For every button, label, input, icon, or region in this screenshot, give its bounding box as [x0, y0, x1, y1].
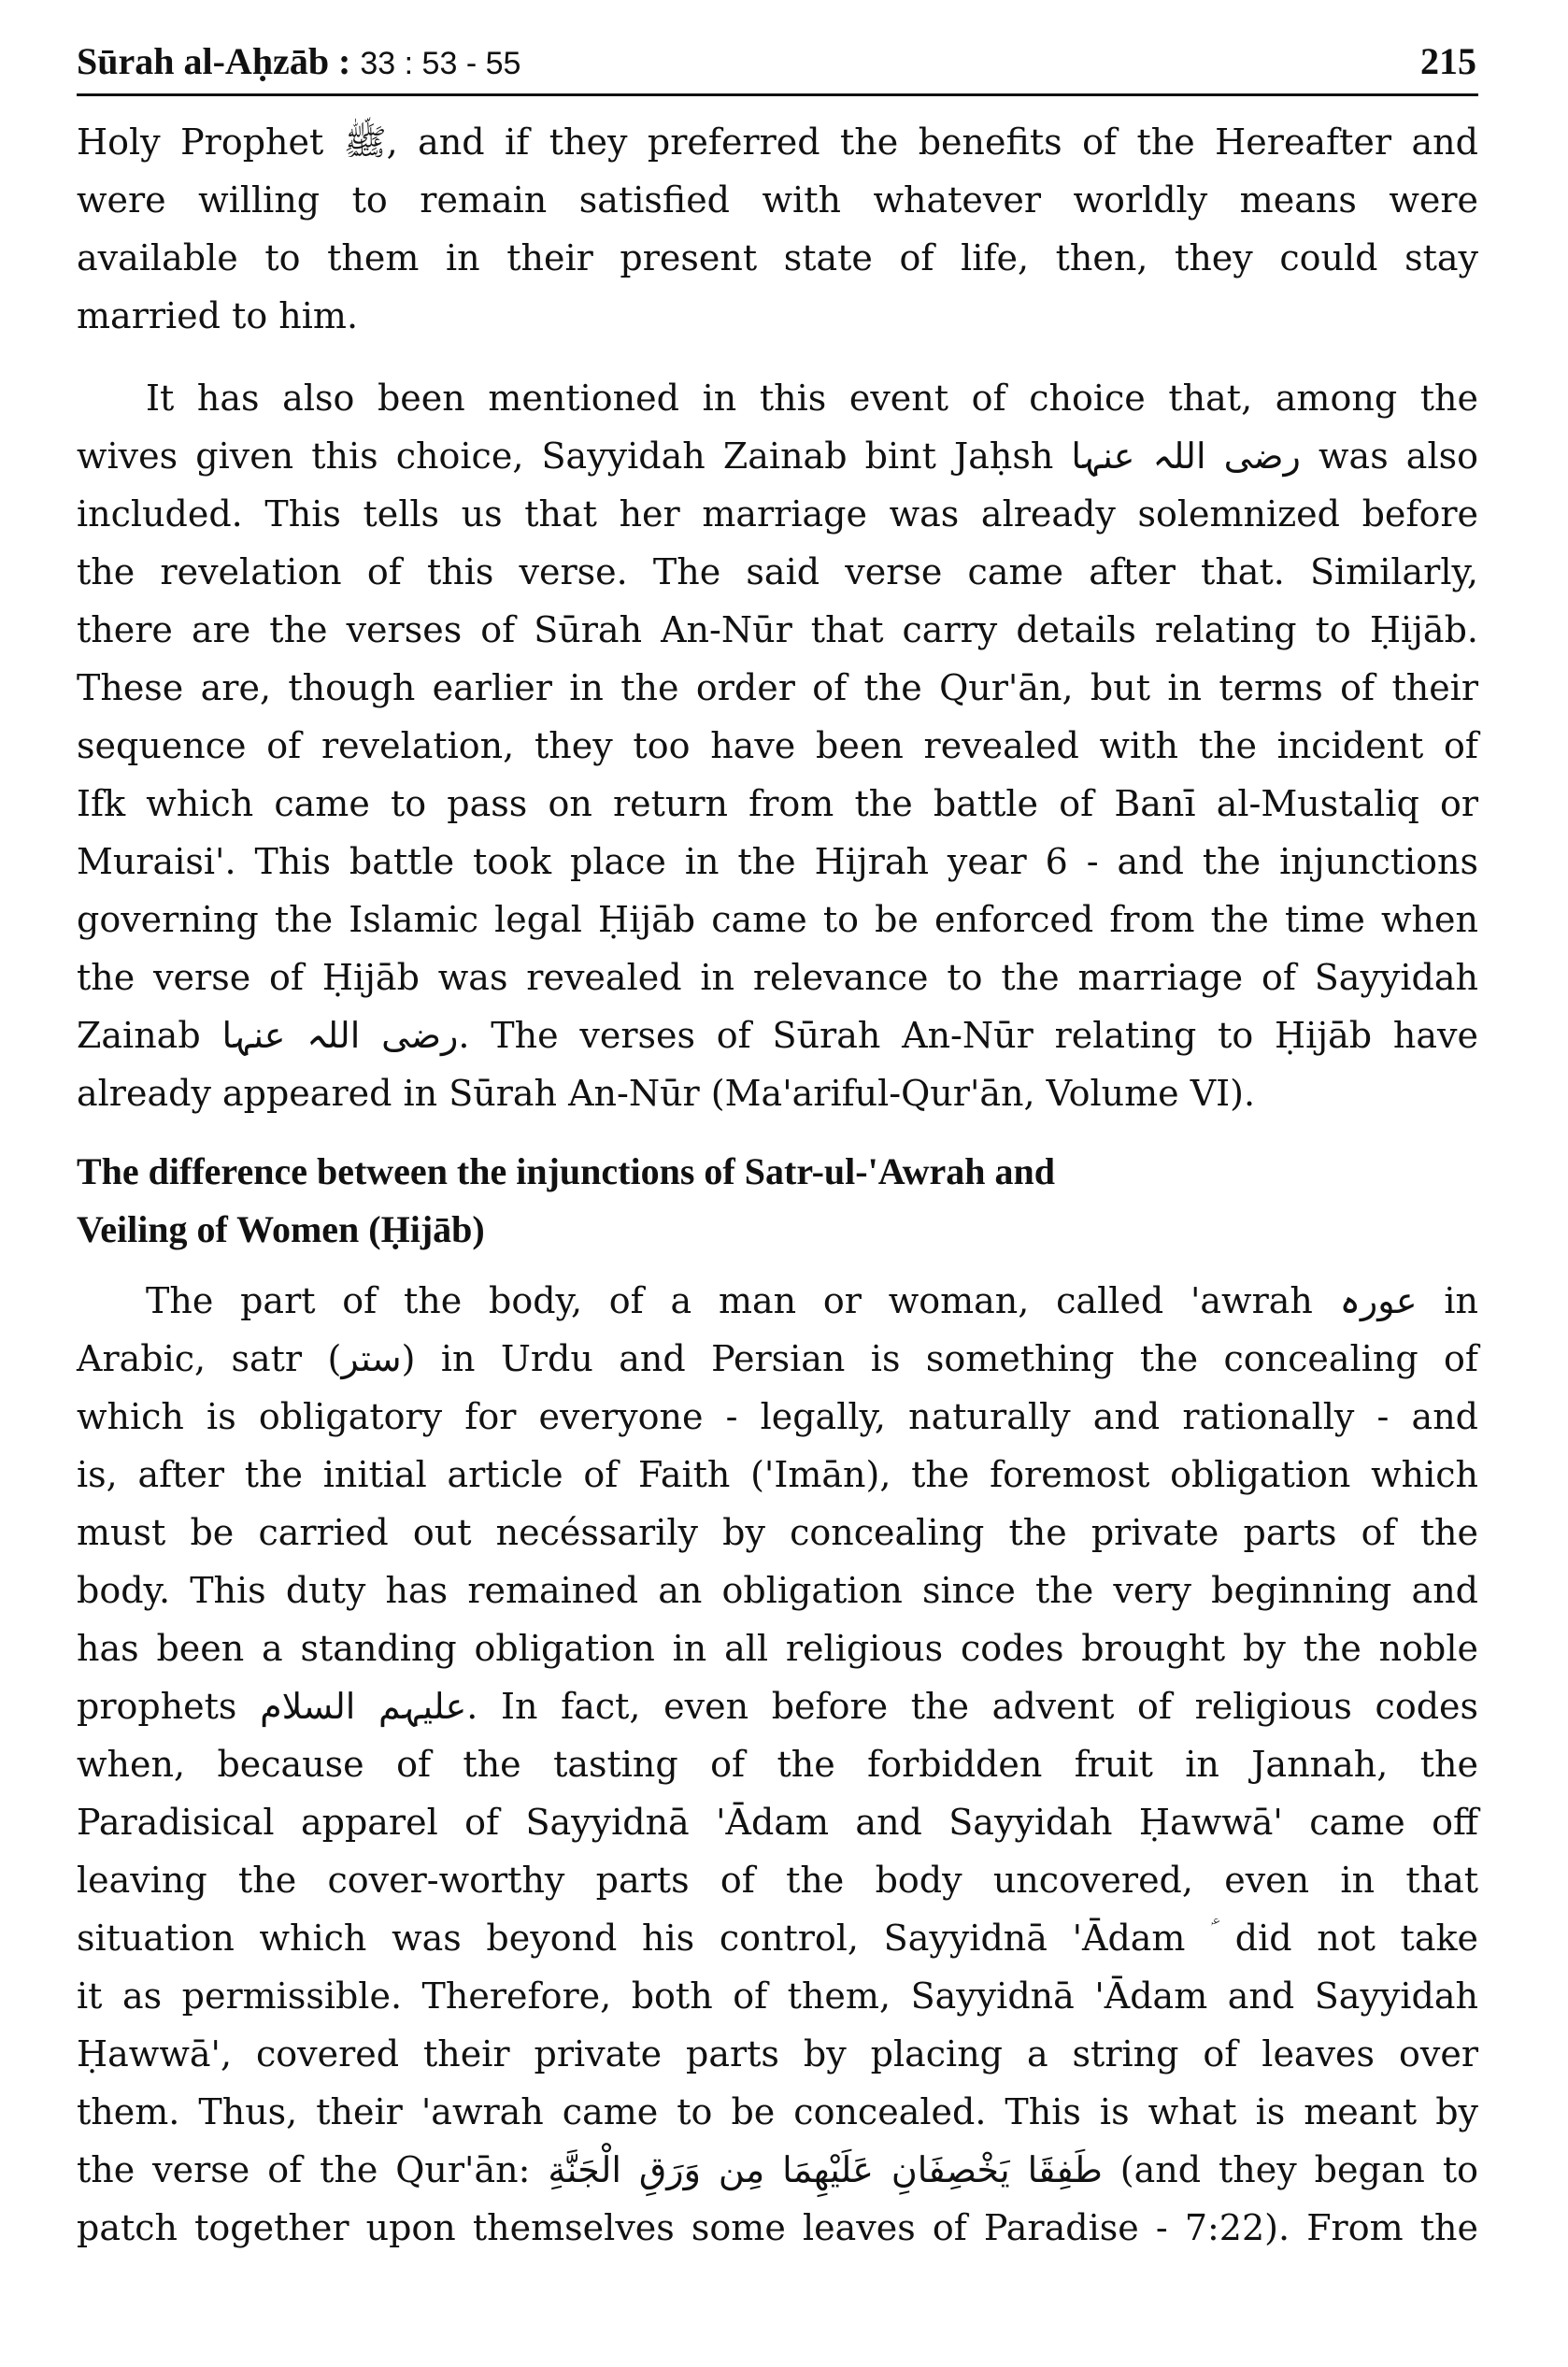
paragraph-2 — [77, 369, 1478, 1122]
text-line: It has also been mentioned in this event of choice that, among the — [146, 378, 1478, 419]
page-number: 215 — [1420, 40, 1476, 82]
text-line: Ifk which came to pass on return from the battle of Banī al-Mustaliq or — [77, 783, 1478, 824]
text-line: situation which was beyond his control, Sayyidnā 'Ādam ؑ did not take — [77, 1918, 1478, 1959]
text-line: is, after the initial article of Faith ('Imān), the foremost obligation which — [77, 1454, 1478, 1495]
text-line: Ḥawwā', covered their private parts by placing a string of leaves over — [77, 2033, 1478, 2075]
document-page — [77, 41, 1478, 2257]
text-line: married to him. — [77, 295, 359, 336]
text-line: The part of the body, of a man or woman, called 'awrah عورہ in — [146, 1280, 1478, 1321]
text-line: were willing to remain satisfied with whatever worldly means were — [77, 179, 1478, 221]
text-line: them. Thus, their 'awrah came to be concealed. This is what is meant by — [77, 2091, 1478, 2132]
text-line: prophets علیہم السلام. In fact, even before the advent of religious codes — [77, 1686, 1479, 1727]
text-line: must be carried out necéssarily by concealing the private parts of the — [77, 1512, 1478, 1553]
running-header — [77, 41, 1478, 96]
text-line: included. This tells us that her marriage was already solemnized before — [77, 493, 1478, 535]
text-line: Arabic, satr (ستر) in Urdu and Persian is something the concealing of — [77, 1338, 1478, 1379]
text-line: when, because of the tasting of the forbidden fruit in Jannah, the — [77, 1744, 1478, 1785]
text-line: there are the verses of Sūrah An-Nūr that carry details relating to Ḥijāb. — [77, 609, 1478, 650]
section-heading — [77, 1143, 1478, 1259]
text-line: which is obligatory for everyone - legally, naturally and rationally - and — [77, 1396, 1478, 1437]
text-line: patch together upon themselves some leaves of Paradise - 7:22). From the — [77, 2207, 1478, 2248]
text-line: it as permissible. Therefore, both of them, Sayyidnā 'Ādam and Sayyidah — [77, 1975, 1478, 2017]
text-line: the verse of the Qur'ān: طَفِقَا يَخْصِفَانِ عَلَيْهِمَا مِن وَرَقِ الْجَنَّةِ (and they began to — [77, 2149, 1478, 2190]
text-line: governing the Islamic legal Ḥijāb came to be enforced from the time when — [77, 899, 1478, 940]
text-line: Paradisical apparel of Sayyidnā 'Ādam and Sayyidah Ḥawwā' came off — [77, 1802, 1478, 1843]
verse-reference: 33 : 53 - 55 — [360, 46, 521, 81]
heading-line: Veiling of Women (Ḥijāb) — [77, 1208, 485, 1250]
body-text — [77, 113, 1478, 2257]
heading-line: The difference between the injunctions of Satr-ul-'Awrah and — [77, 1150, 1055, 1192]
text-line: available to them in their present state of life, then, they could stay — [77, 237, 1478, 278]
text-line: These are, though earlier in the order of the Qur'ān, but in terms of their — [77, 667, 1478, 708]
text-line: Zainab رضی اللہ عنہا. The verses of Sūrah An-Nūr relating to Ḥijāb have — [77, 1015, 1478, 1056]
text-line: body. This duty has remained an obligation since the very beginning and — [77, 1570, 1478, 1611]
paragraph-3 — [77, 1272, 1478, 2257]
surah-title: Sūrah al-Aḥzāb : — [77, 40, 351, 82]
text-line: Holy Prophet ﷺ, and if they preferred the benefits of the Hereafter and — [77, 121, 1478, 163]
paragraph-1 — [77, 113, 1478, 345]
text-line: sequence of revelation, they too have been revealed with the incident of — [77, 725, 1478, 766]
text-line: the revelation of this verse. The said verse came after that. Similarly, — [77, 551, 1478, 592]
text-line: already appeared in Sūrah An-Nūr (Ma'ariful-Qur'ān, Volume VI). — [77, 1073, 1256, 1114]
text-line: leaving the cover-worthy parts of the body uncovered, even in that — [77, 1860, 1478, 1901]
text-line: Muraisi'. This battle took place in the Hijrah year 6 - and the injunctions — [77, 841, 1478, 882]
header-left — [77, 41, 520, 82]
text-line: wives given this choice, Sayyidah Zainab bint Jaḥsh رضی اللہ عنہا was also — [77, 435, 1478, 477]
text-line: the verse of Ḥijāb was revealed in relevance to the marriage of Sayyidah — [77, 957, 1478, 998]
text-line: has been a standing obligation in all religious codes brought by the noble — [77, 1628, 1478, 1669]
